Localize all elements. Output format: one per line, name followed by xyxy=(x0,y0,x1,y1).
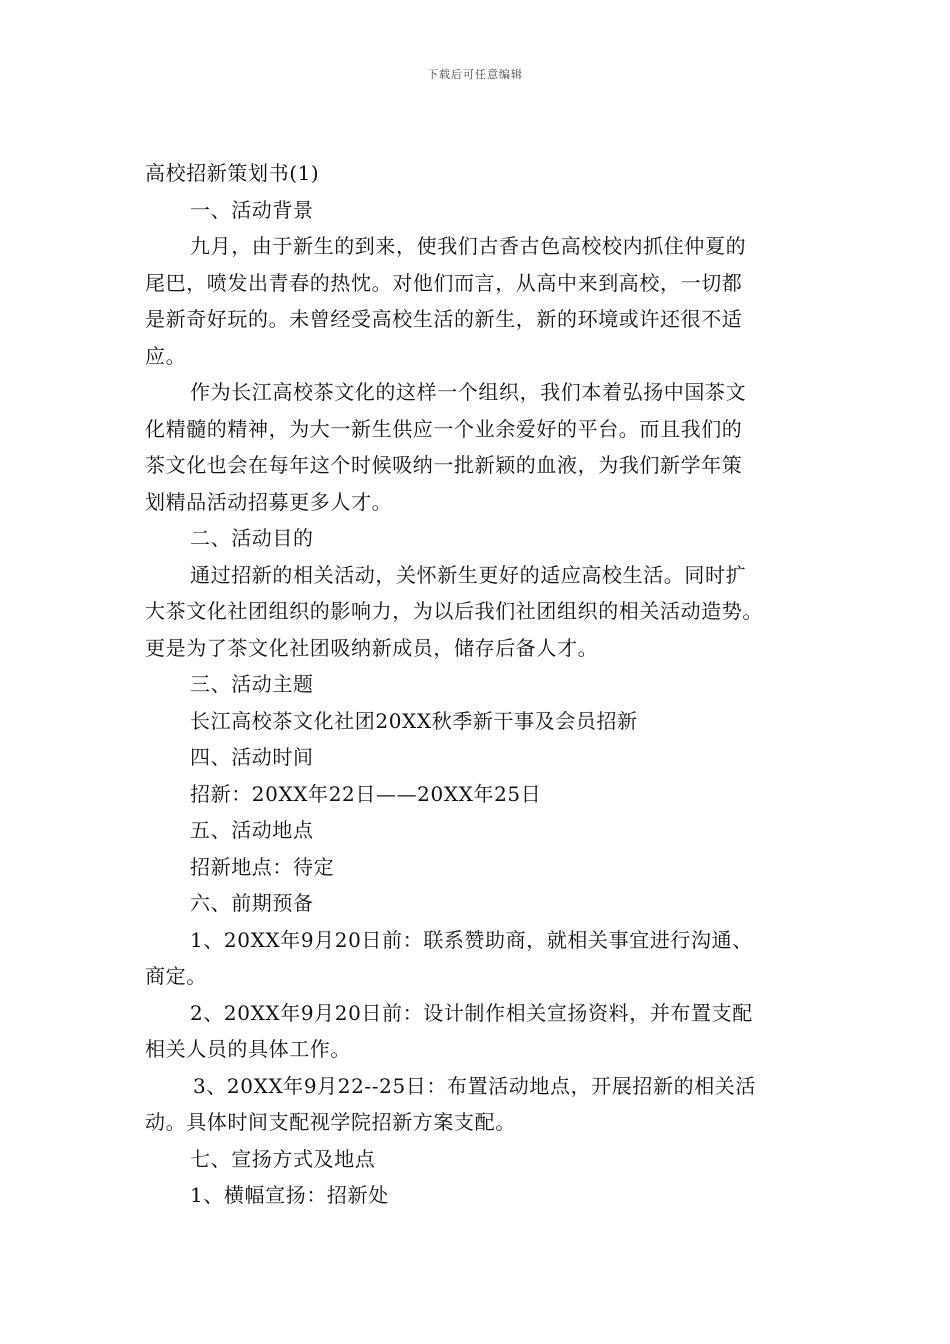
paragraph-line: 尾巴，喷发出青春的热忱。对他们而言，从高中来到高校，一切都 xyxy=(145,270,743,295)
section-heading-location: 五、活动地点 xyxy=(190,818,314,842)
section-heading-theme: 三、活动主题 xyxy=(190,672,314,696)
section-heading-preparation: 六、前期预备 xyxy=(190,891,314,915)
list-item: 1、横幅宣扬：招新处 xyxy=(190,1183,389,1207)
paragraph-line: 作为长江高校茶文化的这样一个组织，我们本着弘扬中国茶文 xyxy=(190,380,747,404)
paragraph-line: 划精品活动招募更多人才。 xyxy=(145,489,393,514)
paragraph-line: 招新：20XX年22日——20XX年25日 xyxy=(190,781,542,806)
document-title: 高校招新策划书(1) xyxy=(145,161,320,185)
paragraph-line: 化精髓的精神，为大一新生供应一个业余爱好的平台。而且我们的 xyxy=(145,416,743,441)
paragraph-line: 茶文化也会在每年这个时候吸纳一批新颖的血液，为我们新学年策 xyxy=(145,453,743,477)
paragraph-line: 通过招新的相关活动，关怀新生更好的适应高校生活。同时扩 xyxy=(190,562,747,587)
section-heading-promotion: 七、宣扬方式及地点 xyxy=(190,1146,376,1171)
paragraph-line: 动。具体时间支配视学院招新方案支配。 xyxy=(145,1110,516,1134)
paragraph-line: 是新奇好玩的。未曾经受高校生活的新生，新的环境或许还很不适 xyxy=(145,307,743,331)
page-header-note: 下载后可任意编辑 xyxy=(427,68,523,81)
list-item: 3、20XX年9月22--25日：布置活动地点，开展招新的相关活 xyxy=(193,1073,756,1098)
paragraph-line: 更是为了茶文化社团吸纳新成员，储存后备人才。 xyxy=(145,635,599,660)
list-item: 2、20XX年9月20日前：设计制作相关宣扬资料，并布置支配 xyxy=(190,1000,753,1025)
paragraph-line: 九月，由于新生的到来，使我们古香古色高校校内抓住仲夏的 xyxy=(190,234,747,258)
section-heading-background: 一、活动背景 xyxy=(190,197,314,222)
paragraph-line: 相关人员的具体工作。 xyxy=(145,1037,351,1061)
paragraph-line: 应。 xyxy=(145,343,187,368)
paragraph-line: 大茶文化社团组织的影响力，为以后我们社团组织的相关活动造势。 xyxy=(145,599,763,623)
paragraph-line: 商定。 xyxy=(145,964,207,988)
document-body xyxy=(145,155,805,1214)
section-heading-purpose: 二、活动目的 xyxy=(190,526,314,550)
paragraph-line: 招新地点：待定 xyxy=(190,854,335,879)
list-item: 1、20XX年9月20日前：联系赞助商，就相关事宜进行沟通、 xyxy=(190,927,753,952)
paragraph-line: 长江高校茶文化社团20XX秋季新干事及会员招新 xyxy=(190,708,638,733)
section-heading-time: 四、活动时间 xyxy=(190,745,314,769)
